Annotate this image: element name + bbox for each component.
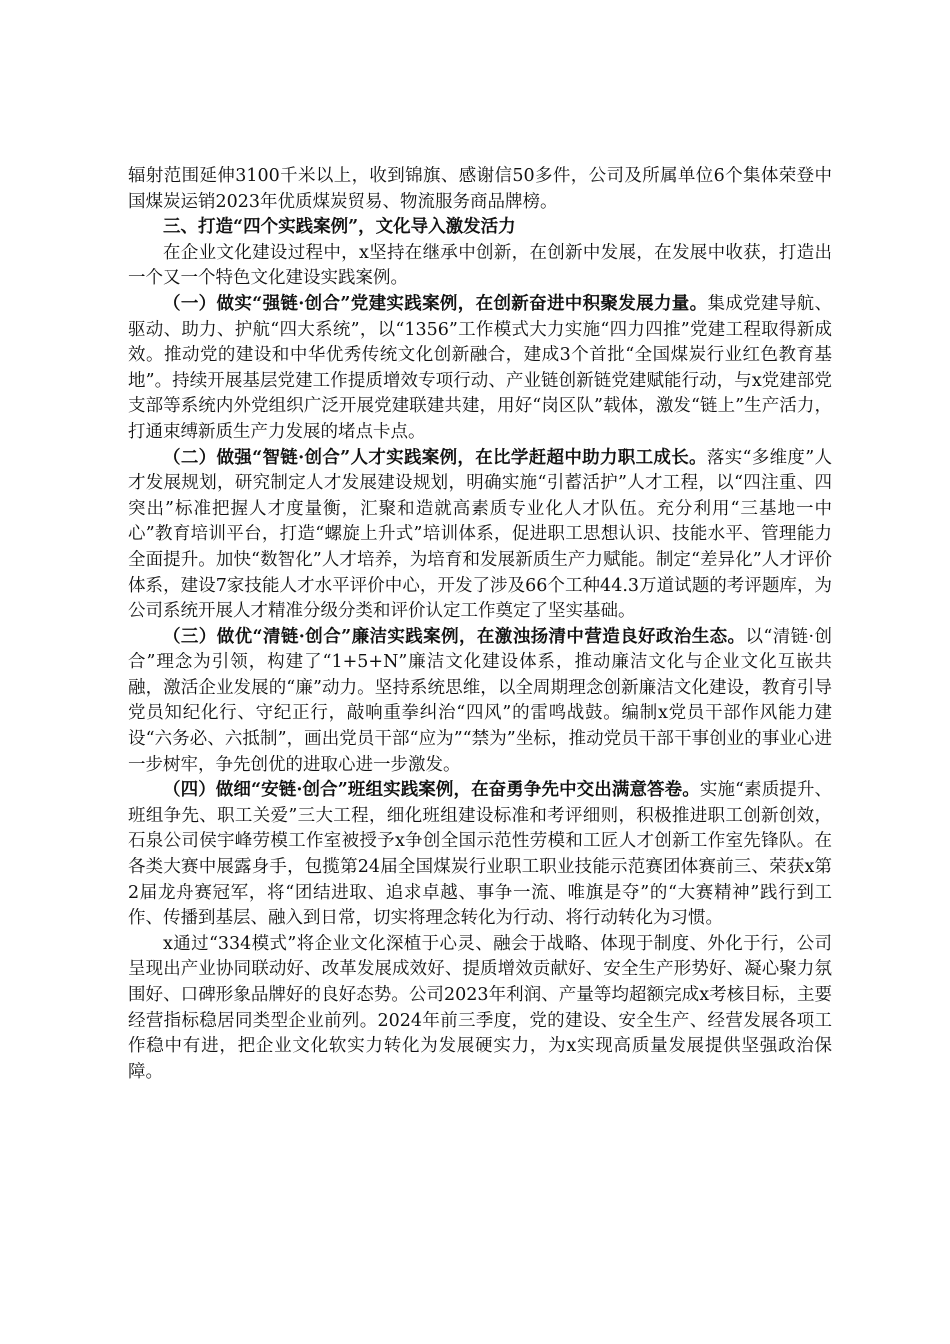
case-1-body: 集成党建导航、驱动、助力、护航“四大系统”，以“1356”工作模式大力实施“四力四推”党建工程取得新成效。推动党的建设和中华优秀传统文化创新融合，建成3个首批“全国煤炭行业红色教育基地”。持续开展基层党建工作提质增效专项行动、产业链创新链党建赋能行动，与x党建部党支部等系统内外党组织广泛开展党建联建共建，用好“岗区队”载体，激发“链上”生产活力，打通束缚新质生产力发展的堵点卡点。 [128, 293, 832, 442]
case-2-paragraph [128, 446, 832, 625]
case-1-paragraph [128, 292, 832, 446]
case-2-body: 落实“多维度”人才发展规划，研究制定人才发展建设规划，明确实施“引蓄活护”人才工程，以“四注重、四突出”标准把握人才度量衡，汇聚和造就高素质专业化人才队伍。充分利用“三基地一中心”教育培训平台，打造“螺旋上升式”培训体系，促进职工思想认识、技能水平、管理能力全面提升。加快“数智化”人才培养，为培育和发展新质生产力赋能。制定“差异化”人才评价体系，建设7家技能人才水平评价中心，开发了涉及66个工种44.3万道试题的考评题库，为公司系统开展人才精准分级分类和评价认定工作奠定了坚实基础。 [128, 447, 832, 622]
case-3-paragraph [128, 625, 832, 779]
case-4-paragraph [128, 778, 832, 932]
document-body [128, 164, 832, 1085]
section-heading-3: 三、打造“四个实践案例”，文化导入激发活力 [163, 217, 516, 238]
paragraph-intro: 在企业文化建设过程中，x坚持在继承中创新，在创新中发展，在发展中收获，打造出一个又一个特色文化建设实践案例。 [128, 242, 832, 289]
case-2-title: （二）做强“智链·创合”人才实践案例，在比学赶超中助力职工成长。 [163, 447, 707, 468]
case-4-body: 实施“素质提升、班组争先、职工关爱”三大工程，细化班组建设标准和考评细则，积极推进职工创新创效，石泉公司侯宇峰劳模工作室被授予x争创全国示范性劳模和工匠人才创新工作室先锋队。在各类大赛中展露身手，包揽第24届全国煤炭行业职工职业技能示范赛团体赛前三、荣获x第2届龙舟赛冠军，将“团结进取、追求卓越、事争一流、唯旗是夺”的“大赛精神”践行到工作、传播到基层、融入到日常，切实将理念转化为行动、将行动转化为习惯。 [128, 780, 832, 929]
paragraph-continuation: 辐射范围延伸3100千米以上，收到锦旗、感谢信50多件，公司及所属单位6个集体荣登中国煤炭运销2023年优质煤炭贸易、物流服务商品牌榜。 [128, 166, 832, 212]
case-1-title: （一）做实“强链·创合”党建实践案例，在创新奋进中积聚发展力量。 [163, 293, 708, 314]
case-3-title: （三）做优“清链·创合”廉洁实践案例，在激浊扬清中营造良好政治生态。 [163, 626, 746, 647]
case-4-title: （四）做细“安链·创合”班组实践案例，在奋勇争先中交出满意答卷。 [163, 780, 700, 801]
case-3-body: 以“清链·创合”理念为引领，构建了“1+5+N”廉洁文化建设体系，推动廉洁文化与企业文化互嵌共融，激活企业发展的“廉”动力。坚持系统思维，以全周期理念创新廉洁文化建设，教育引导党员知纪化行、守纪正行，敲响重拳纠治“四风”的雷鸣战鼓。编制x党员干部作风能力建设“六务必、六抵制”，画出党员干部“应为”“禁为”坐标，推动党员干部干事创业的事业心进一步树牢，争先创优的进取心进一步激发。 [128, 626, 832, 775]
paragraph-conclusion: x通过“334模式”将企业文化深植于心灵、融会于战略、体现于制度、外化于行，公司呈现出产业协同联动好、改革发展成效好、提质增效贡献好、安全生产形势好、凝心聚力氛围好、口碑形象品牌好的良好态势。公司2023年利润、产量等均超额完成x考核目标，主要经营指标稳居同类型企业前列。2024年前三季度，党的建设、安全生产、经营发展各项工作稳中有进，把企业文化软实力转化为发展硬实力，为x实现高质量发展提供坚强政治保障。 [128, 933, 832, 1082]
